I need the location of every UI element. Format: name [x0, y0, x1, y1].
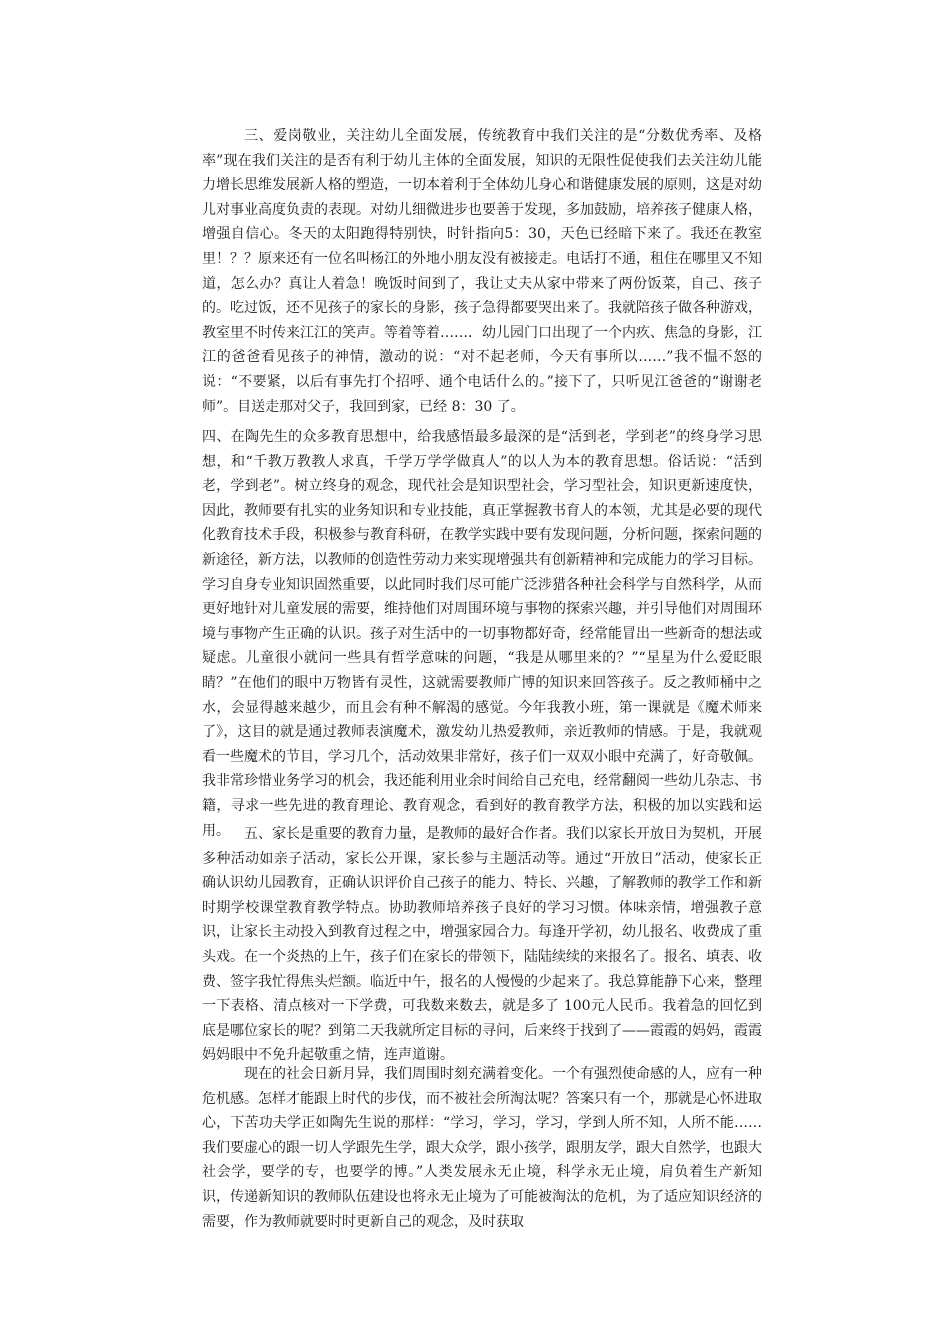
paragraph-changing-society: 现在的社会日新月异，我们周围时刻充满着变化。一个有强烈使命感的人，应有一种危机感。怎样才能跟上时代的步伐，而不被社会所淘汰呢？答案只有一个，那就是心怀进取心，下苦功夫学正如陶先生说的那样：“学习，学习，学习，学到人所不知，人所不能……我们要虚心的跟一切人学跟先生学，跟大众学，跟小孩学，跟朋友学，跟大自然学，也跟大社会学，要学的专，也要学的博。”人类发展永无止境，科学永无止境，肩负着生产新知识，传递新知识的教师队伍建设也将永无止境为了可能被淘汰的危机，为了适应知识经济的需要，作为教师就要时时更新自己的观念，及时获取: [202, 1066, 762, 1230]
paragraph-love-job: 三、爱岗敬业，关注幼儿全面发展，传统教育中我们关注的是“分数优秀率、及格率”现在我们关注的是否有利于幼儿主体的全面发展，知识的无限性促使我们去关注幼儿能力增长思维发展新人格的塑造，一切本着利于全体幼儿身心和谐健康发展的原则，这是对幼儿对事业高度负责的表现。对幼儿细微进步也要善于发现，多加鼓励，培养孩子健康人格，增强自信心。冬天的太阳跑得特别快，时针指向5：30，天色已经暗下来了。我还在教室里！？？原来还有一位名叫杨江的外地小朋友没有被接走。电话打不通，租住在哪里又不知道，怎么办？真让人着急！晚饭时间到了，我让丈夫从家中带来了两份饭菜，自己、孩子的。吃过饭，还不见孩子的家长的身影，孩子急得都要哭出来了。我就陪孩子做各种游戏，教室里不时传来江江的笑声。等着等着……．幼儿园门口出现了一个内疚、焦急的身影，江江的爸爸看见孩子的神情，激动的说：“对不起老师，今天有事所以……”我不愠不怒的说：“不要紧，以后有事先打个招呼、通个电话什么的。”接下了，只听见江爸爸的“谢谢老师”。目送走那对父子，我回到家，已经 8：30 了。: [202, 128, 762, 415]
paragraph-lifelong-learning: 四、在陶先生的众多教育思想中，给我感悟最多最深的是“活到老，学到老”的终身学习思想，和“千教万教教人求真，千学万学学做真人”的以人为本的教育思想。俗话说：“活到老，学到老”。树立终身的观念，现代社会是知识型社会，学习型社会，知识更新速度快，因此，教师要有扎实的业务知识和专业技能，真正掌握教书育人的本领，尤其是必要的现代化教育技术手段，积极参与教育科研，在教学实践中要有发现问题，分析问题，探索问题的新途径，新方法，以教师的创造性劳动力来实现增强共有创新精神和完成能力的学习目标。学习自身专业知识固然重要，以此同时我们尽可能广泛涉猎各种社会科学与自然科学，从而更好地针对儿童发展的需要，维持他们对周围环境与事物的探索兴趣，并引导他们对周围环境与事物产生正确的认识。孩子对生活中的一切事物都好奇，经常能冒出一些新奇的想法或疑虑。儿童很小就问一些具有哲学意味的问题，“我是从哪里来的？”“星星为什么爱眨眼睛？”在他们的眼中万物皆有灵性，这就需要教师广博的知识来回答孩子。反之教师桶中之水，会显得越来越少，而且会有种不解渴的感觉。今年我教小班，第一课就是《魔术师来了》，这目的就是通过教师表演魔术，激发幼儿热爱教师，亲近教师的情感。于是，我就观看一些魔术的节目，学习几个，活动效果非常好，孩子们一双双小眼中充满了，好奇敬佩。我非常珍惜业务学习的机会，我还能利用业余时间给自己充电，经常翻阅一些幼儿杂志、书籍，寻求一些先进的教育理论、教育观念，看到好的教育教学方法，积极的加以实践和运用。: [202, 429, 762, 839]
paragraph-parents-cooperation: 五、家长是重要的教育力量，是教师的最好合作者。我们以家长开放日为契机，开展多种活动如亲子活动，家长公开课，家长参与主题活动等。通过“开放日”活动，使家长正确认识幼儿园教育，正确认识评价自己孩子的能力、特长、兴趣，了解教师的教学工作和新时期学校课堂教育教学特点。协助教师培养孩子良好的学习习惯。体味亲情，增强教子意识，让家长主动投入到教育过程之中，增强家园合力。每逢开学初，幼儿报名、收费成了重头戏。在一个炎热的上午，孩子们在家长的带领下，陆陆续续的来报名了。报名、填表、收费、签字我忙得焦头烂额。临近中午，报名的人慢慢的少起来了。我总算能静下心来，整理一下表格、清点核对一下学费，可我数来数去，就是多了 100元人民币。我着急的回忆到底是哪位家长的呢？到第二天我就所定目标的寻问，后来终于找到了——霞霞的妈妈，霞霞妈妈眼中不免升起敬重之情，连声道谢。: [202, 826, 762, 1064]
